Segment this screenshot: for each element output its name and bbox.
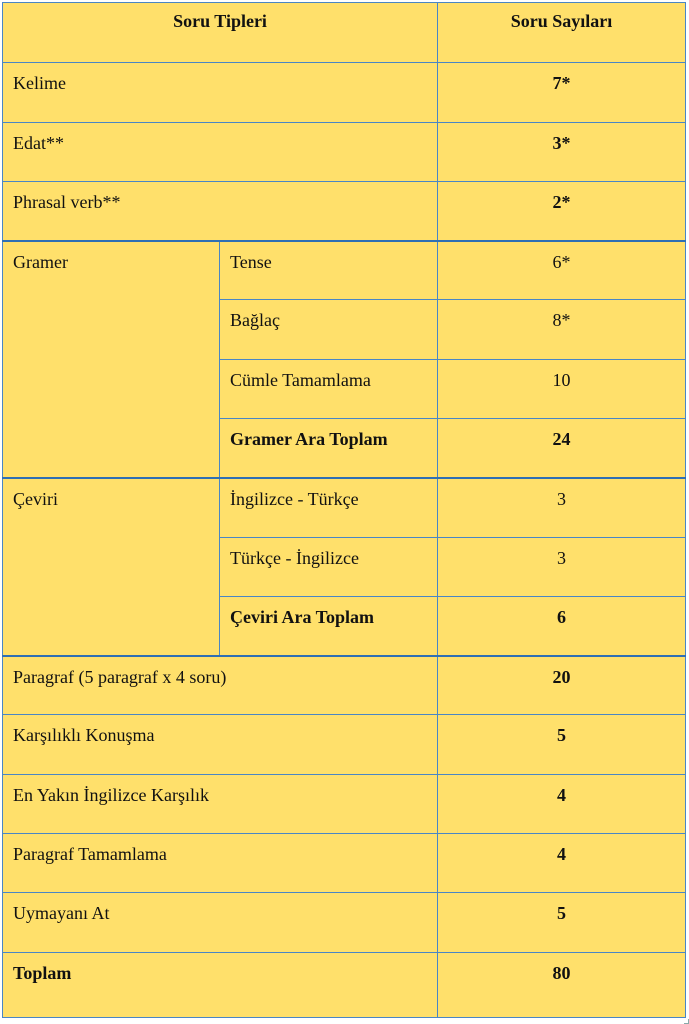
table-row: [3, 478, 686, 537]
row-value: 5: [438, 893, 686, 952]
subrow-value: 10: [438, 359, 686, 418]
table-row: [3, 833, 686, 892]
row-label: Paragraf (5 paragraf x 4 soru): [3, 656, 438, 715]
table-row: [3, 774, 686, 833]
total-label: Toplam: [3, 952, 438, 1017]
table-row: [3, 656, 686, 715]
subrow-label: Bağlaç: [220, 300, 438, 359]
row-label: Kelime: [3, 63, 438, 122]
question-distribution-table: [2, 2, 686, 1018]
subtotal-label: Gramer Ara Toplam: [220, 418, 438, 477]
row-label: En Yakın İngilizce Karşılık: [3, 774, 438, 833]
header-question-counts: Soru Sayıları: [438, 3, 686, 63]
header-question-types: Soru Tipleri: [3, 3, 438, 63]
subrow-label: İngilizce - Türkçe: [220, 478, 438, 537]
row-value: 4: [438, 833, 686, 892]
subtotal-value: 6: [438, 596, 686, 655]
group-label-ceviri: Çeviri: [3, 478, 220, 656]
header-row: [3, 3, 686, 63]
total-value: 80: [438, 952, 686, 1017]
subrow-label: Türkçe - İngilizce: [220, 537, 438, 596]
row-label: Paragraf Tamamlama: [3, 833, 438, 892]
total-row: [3, 952, 686, 1017]
subtotal-label: Çeviri Ara Toplam: [220, 596, 438, 655]
group-label-gramer: Gramer: [3, 241, 220, 478]
table-row: [3, 241, 686, 300]
resize-corner-mark: [684, 1019, 689, 1024]
row-label: Edat**: [3, 122, 438, 181]
subrow-value: 3: [438, 478, 686, 537]
table-row: [3, 715, 686, 774]
subrow-value: 6*: [438, 241, 686, 300]
subtotal-value: 24: [438, 418, 686, 477]
table-row: [3, 122, 686, 181]
row-value: 5: [438, 715, 686, 774]
table-row: [3, 893, 686, 952]
row-value: 20: [438, 656, 686, 715]
table-row: [3, 181, 686, 240]
row-value: 4: [438, 774, 686, 833]
subrow-label: Cümle Tamamlama: [220, 359, 438, 418]
row-value: 3*: [438, 122, 686, 181]
row-label: Phrasal verb**: [3, 181, 438, 240]
row-label: Karşılıklı Konuşma: [3, 715, 438, 774]
row-value: 7*: [438, 63, 686, 122]
row-value: 2*: [438, 181, 686, 240]
subrow-value: 8*: [438, 300, 686, 359]
subrow-label: Tense: [220, 241, 438, 300]
subrow-value: 3: [438, 537, 686, 596]
row-label: Uymayanı At: [3, 893, 438, 952]
table-row: [3, 63, 686, 122]
